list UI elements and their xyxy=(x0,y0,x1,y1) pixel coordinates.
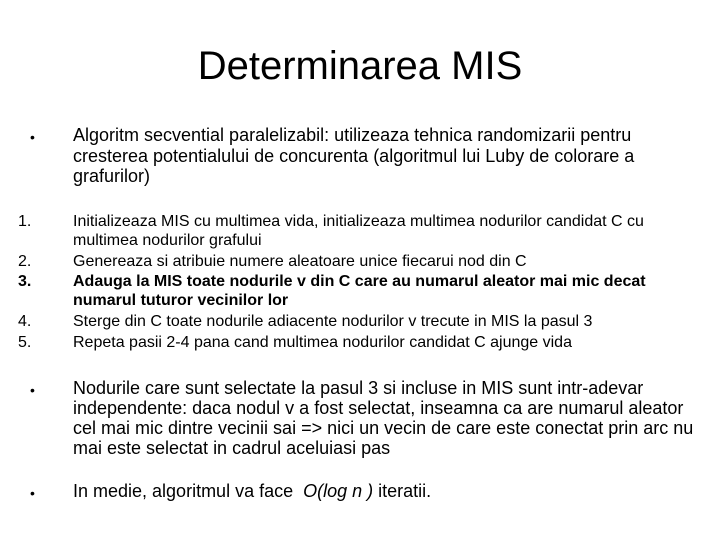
step-number: 2. xyxy=(18,253,32,270)
step-text: Genereaza si atribuie numere aleatoare unice fiecarui nod din C xyxy=(73,253,527,270)
complexity-formula: O(log n ) xyxy=(303,481,374,501)
step-number: 5. xyxy=(18,334,32,351)
step-number: 3. xyxy=(18,273,32,290)
step-number: 1. xyxy=(18,213,32,230)
note-suffix: iteratii. xyxy=(373,481,432,501)
bullet-marker: • xyxy=(30,382,35,398)
slide-title: Determinarea MIS xyxy=(197,44,523,88)
step-number: 4. xyxy=(18,313,32,330)
step-text: Adauga la MIS toate nodurile v din C care au numarul aleator mai mic decat numarul tuturor vecinilor lor xyxy=(73,273,646,309)
step-text: Repeta pasii 2-4 pana cand multimea nodurilor candidat C ajunge vida xyxy=(73,334,572,351)
intro-text: Algoritm secvential paralelizabil: utilizeaza tehnica randomizarii pentru cresterea potentialului de concurenta (algoritmul lui Luby de colorare a grafurilor) xyxy=(73,125,635,186)
bullet-marker: • xyxy=(30,485,35,501)
note-text: Nodurile care sunt selectate la pasul 3 si incluse in MIS sunt intr-adevar independente: daca nodul v a fost selectat, inseamna ca are numarul aleator cel mai mic dintre vecinii sai => nici un vecin de care este conectat prin arc nu mai este selectat in cadrul aceluiasi pas xyxy=(73,378,694,458)
note-text xyxy=(73,481,693,501)
note-prefix: In medie, algoritmul va face xyxy=(73,481,304,501)
step-text: Initializeaza MIS cu multimea vida, initializeaza multimea nodurilor candidat C cu multimea nodurilor grafului xyxy=(73,213,644,249)
step-text: Sterge din C toate nodurile adiacente nodurilor v trecute in MIS la pasul 3 xyxy=(73,313,593,330)
bullet-marker: • xyxy=(30,129,35,145)
